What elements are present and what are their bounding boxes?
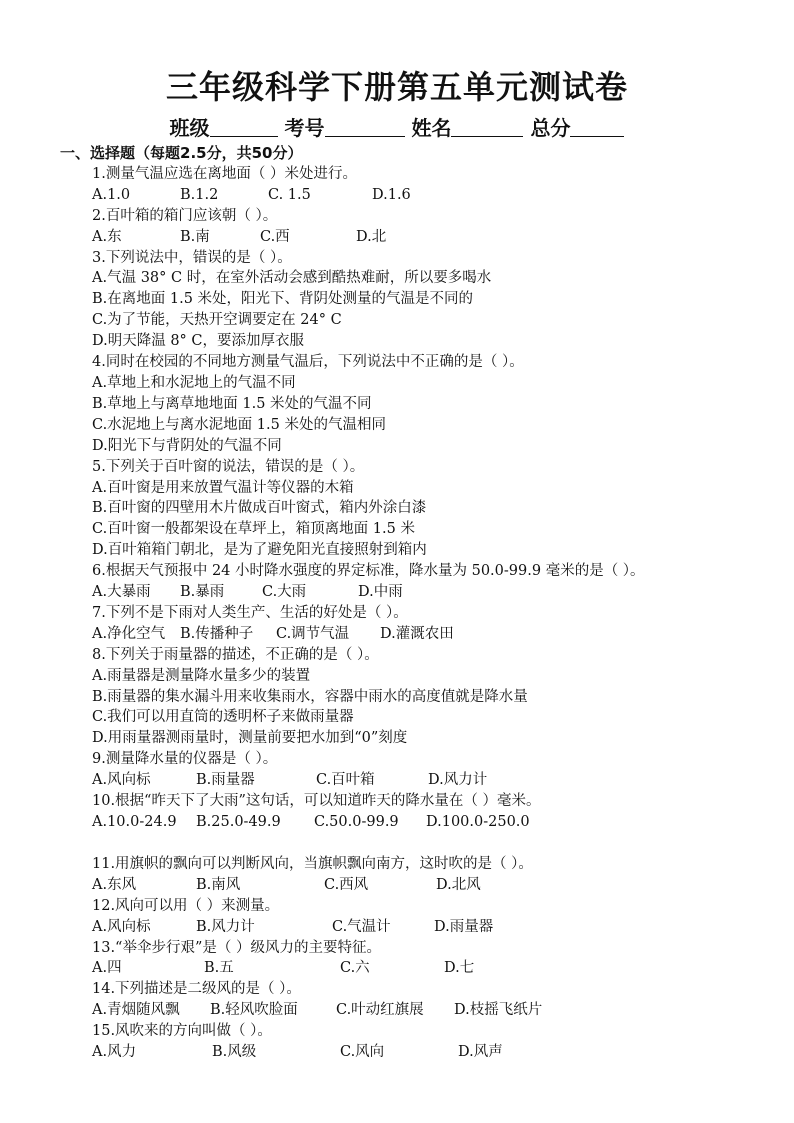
answer-option-line[interactable]: D.阳光下与背阴处的气温不同 [92,437,282,454]
class-label: 班级 [169,116,210,140]
answer-option-line[interactable]: C.我们可以用直筒的透明杯子来做雨量器 [92,709,354,726]
answer-option[interactable]: D.雨量器 [434,918,494,935]
answer-option[interactable]: A.风力 [92,1044,137,1061]
option-row [62,917,774,938]
option-row [62,227,774,248]
answer-option[interactable]: D.风力计 [428,772,488,789]
question-list [62,164,774,1063]
answer-option[interactable]: C.百叶箱 [316,772,375,789]
option-row [62,582,774,603]
answer-option[interactable]: D.枝摇飞纸片 [454,1002,543,1019]
blank-gap [62,833,774,854]
answer-option[interactable]: C.叶动红旗展 [336,1002,424,1019]
student-info-line [0,112,794,141]
answer-option[interactable]: D.七 [444,960,475,977]
answer-option[interactable]: C.六 [340,960,370,977]
question-stem: 2.百叶箱的箱门应该朝（ ）。 [92,207,278,224]
answer-option[interactable]: C.风向 [340,1044,385,1061]
answer-option-line[interactable]: D.百叶箱箱门朝北，是为了避免阳光直接照射到箱内 [92,542,427,559]
answer-option[interactable]: B.1.2 [180,186,219,203]
option-row [62,1000,774,1021]
name-label: 姓名 [411,116,452,140]
answer-option-line[interactable]: D.用雨量器测雨量时，测量前要把水加到“0”刻度 [92,730,408,747]
answer-option-line[interactable]: B.在离地面 1.5 米处，阳光下、背阴处测量的气温是不同的 [92,291,474,308]
answer-option[interactable]: D.中雨 [358,584,403,601]
answer-option-line[interactable]: C.为了节能，天热开空调要定在 24° C [92,312,342,329]
answer-option[interactable]: C. 1.5 [268,186,311,203]
answer-option-line[interactable]: B.雨量器的集水漏斗用来收集雨水，容器中雨水的高度值就是降水量 [92,688,528,705]
answer-option[interactable]: A.东 [92,228,122,245]
answer-option-line[interactable]: C.百叶窗一般都架设在草坪上，箱顶离地面 1.5 米 [92,521,415,538]
answer-option[interactable]: B.暴雨 [180,584,225,601]
answer-option[interactable]: D.风声 [458,1044,503,1061]
answer-option[interactable]: D.1.6 [372,186,411,203]
answer-option[interactable]: B.传播种子 [180,625,254,642]
answer-option[interactable]: B.南风 [196,876,241,893]
question-stem: 5.下列关于百叶窗的说法，错误的是（ ）。 [92,458,365,475]
answer-option[interactable]: A.东风 [92,876,137,893]
answer-option-line[interactable]: A.气温 38° C 时，在室外活动会感到酷热难耐，所以要多喝水 [92,270,492,287]
option-row [62,875,774,896]
question-stem: 8.下列关于雨量器的描述，不正确的是（ ）。 [92,646,379,663]
answer-option[interactable]: B.南 [180,228,210,245]
answer-option[interactable]: A.大暴雨 [92,584,151,601]
question-stem: 13.“举伞步行艰”是（ ）级风力的主要特征。 [92,939,381,956]
exam-content [62,143,774,1063]
answer-option[interactable]: A.青烟随风飘 [92,1002,180,1019]
answer-option-line[interactable]: A.草地上和水泥地上的气温不同 [92,374,296,391]
answer-option-line[interactable]: B.百叶窗的四壁用木片做成百叶窗式，箱内外涂白漆 [92,500,427,517]
question-stem: 10.根据“昨天下了大雨”这句话，可以知道昨天的降水量在（ ）毫米。 [92,793,541,810]
answer-option[interactable]: B.风力计 [196,918,255,935]
question-stem: 12.风向可以用（ ）来测量。 [92,897,280,914]
question-stem: 11.用旗帜的飘向可以判断风向，当旗帜飘向南方，这时吹的是（ ）。 [92,855,533,872]
score-blank[interactable] [570,118,624,137]
answer-option[interactable]: D.北 [356,228,387,245]
answer-option[interactable]: C.50.0-99.9 [314,814,399,830]
option-row [62,1042,774,1063]
answer-option[interactable]: C.气温计 [332,918,391,935]
name-blank[interactable] [451,118,523,137]
exam-no-label: 考号 [284,116,325,140]
score-label: 总分 [530,116,571,140]
answer-option[interactable]: C.西 [260,228,290,245]
question-stem: 6.根据天气预报中 24 小时降水强度的界定标准，降水量为 50.0-99.9 毫米的是（ ）。 [92,563,645,580]
answer-option[interactable]: B.风级 [212,1044,257,1061]
question-stem: 4.同时在校园的不同地方测量气温后，下列说法中不正确的是（ ）。 [92,354,524,371]
answer-option[interactable]: D.灌溉农田 [380,625,454,642]
answer-option[interactable]: A.1.0 [92,186,131,203]
exam-no-blank[interactable] [325,118,405,137]
question-stem: 7.下列不是下雨对人类生产、生活的好处是（ ）。 [92,604,408,621]
question-stem: 14.下列描述是二级风的是（ ）。 [92,981,301,998]
answer-option[interactable]: C.大雨 [262,584,307,601]
answer-option[interactable]: D.100.0-250.0 [426,814,530,830]
page-title: 三年级科学下册第五单元测试卷 [165,68,628,106]
answer-option[interactable]: C.调节气温 [276,625,350,642]
option-row [62,770,774,791]
answer-option[interactable]: A.净化空气 [92,625,166,642]
answer-option[interactable]: A.四 [92,960,122,977]
answer-option[interactable]: A.风向标 [92,918,151,935]
option-row [62,624,774,645]
answer-option[interactable]: A.10.0-24.9 [92,814,177,830]
question-stem: 15.风吹来的方向叫做（ ）。 [92,1023,272,1040]
answer-option[interactable]: B.雨量器 [196,772,255,789]
answer-option-line[interactable]: D.明天降温 8° C，要添加厚衣服 [92,333,305,350]
question-stem: 3.下列说法中，错误的是（ ）。 [92,249,292,266]
option-row [62,958,774,979]
section-heading: 一、选择题（每题2.5分，共50分） [60,144,303,162]
answer-option[interactable]: D.北风 [436,876,481,893]
question-stem: 1.测量气温应选在离地面（ ）米处进行。 [92,165,357,182]
answer-option[interactable]: A.风向标 [92,772,151,789]
answer-option-line[interactable]: B.草地上与离草地地面 1.5 米处的气温不同 [92,395,372,412]
answer-option-line[interactable]: A.雨量器是测量降水量多少的装置 [92,667,311,684]
class-blank[interactable] [210,118,278,137]
answer-option[interactable]: B.轻风吹脸面 [210,1002,298,1019]
option-row [62,185,774,206]
answer-option[interactable]: B.五 [204,960,234,977]
answer-option-line[interactable]: C.水泥地上与离水泥地面 1.5 米处的气温相同 [92,416,386,433]
answer-option-line[interactable]: A.百叶窗是用来放置气温计等仪器的木箱 [92,479,354,496]
answer-option[interactable]: B.25.0-49.9 [196,814,281,830]
answer-option[interactable]: C.西风 [324,876,369,893]
option-row [62,812,774,833]
question-stem: 9.测量降水量的仪器是（ ）。 [92,751,278,768]
